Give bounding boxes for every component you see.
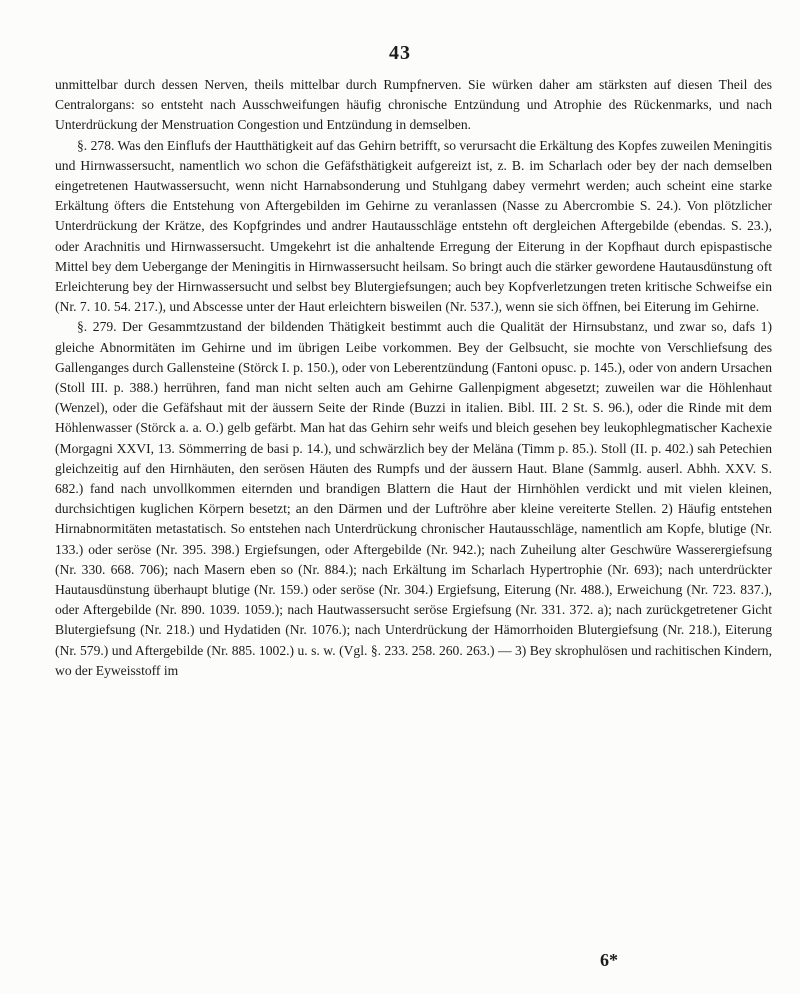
paragraph-section-279: §. 279. Der Gesammtzustand der bildenden Thätigkeit bestimmt auch die Qualität der Hirnsubstanz, und zwar so, dafs 1) gleiche Abnormitäten im Gehirne und im übrigen Leibe vorkommen. Bey der Gelbsucht, sie mochte von Verschliefsung des Gallenganges durch Gallensteine (Störck I. p. 150.), oder von Leberentzündung (Fantoni opusc. p. 145.), oder von andern Ursachen (Stoll III. p. 388.) herrühren, fand man nicht selten auch am Gehirne Gallenpigment abgesetzt; zuweilen war die Höhlenhaut (Wenzel), oder die Gefäfshaut mit der äussern Seite der Rinde (Buzzi in italien. Bibl. III. 2 St. S. 96.), oder die Rinde mit dem Höhlenwasser (Störck a. a. O.) gelb gefärbt. Man hat das Gehirn sehr weifs und bleich gesehen bey leukophlegmatischer Kachexie (Morgagni XXVI, 13. Sömmerring de basi p. 14.), und schwärzlich bey der Meläna (Timm p. 85.). Stoll (II. p. 402.) sah Petechien gleichzeitig auf den Hirnhäuten, den serösen Häuten des Rumpfs und der äussern Haut. Blane (Sammlg. auserl. Abhh. XXV. S. 682.) fand nach unvollkommen eiternden und brandigen Blattern die Haut der Hirnhöhlen verdickt und mit vielen kleinen, durchsichtigen kuglichen Körpern besetzt; an den Därmen und der Luftröhre aber kleine vereiterte Stellen. 2) Häufig entstehen Hirnabnormitäten metastatisch. So entstehen nach Unterdrückung chronischer Hautausschläge, namentlich am Kopfe, blutige (Nr. 133.) oder seröse (Nr. 395. 398.) Ergiefsungen, oder Aftergebilde (Nr. 942.); nach Zuheilung alter Geschwüre Wasserergiefsung (Nr. 330. 668. 706); nach Masern eben so (Nr. 884.); nach Erkältung im Scharlach Hypertrophie (Nr. 693); nach unterdrückter Hautausdünstung überhaupt blutige (Nr. 159.) oder seröse (Nr. 304.) Ergiefsung, Eiterung (Nr. 488.), Erweichung (Nr. 723. 837.), oder Aftergebilde (Nr. 890. 1039. 1059.); nach Hautwassersucht seröse Ergiefsung (Nr. 331. 372. a); nach zurückgetretener Gicht Blutergiefsung (Nr. 218.) und Hydatiden (Nr. 1076.); nach Unterdrückung der Hämorrhoiden Blutergiefsung (Nr. 218.), Eiterung (Nr. 579.) und Aftergebilde (Nr. 885. 1002.) u. s. w. (Vgl. §. 233. 258. 260. 263.) — 3) Bey skrophulösen und rachitischen Kindern, wo der Eyweisstoff im: [55, 319, 772, 678]
body-text: [55, 75, 772, 681]
paragraph-section-278: §. 278. Was den Einflufs der Hautthätigkeit auf das Gehirn betrifft, so verursacht die Erkältung des Kopfes zuweilen Meningitis und Hirnwassersucht, namentlich wo schon die Gefäfsthätigkeit aufgereizt ist, z. B. im Scharlach oder bey der nach demselben eingetretenen Hautwassersucht, wenn nicht Harnabsonderung und Stuhlgang dabey vermehrt werden; auch scheint eine starke Erkältung öfters die Entstehung von Aftergebilden im Gehirne zu veranlassen (Nasse zu Abercrombie S. 24.). Von plötzlicher Unterdrückung der Krätze, des Kopfgrindes und andrer Hautausschläge entstehn oft dergleichen Aftergebilde (ebendas. S. 23.), oder Arachnitis und Hirnwassersucht. Umgekehrt ist die anhaltende Erregung der Eiterung in der Kopfhaut durch epispastische Mittel bey dem Uebergange der Meningitis in Hirnwassersucht heilsam. So bringt auch die stärker gewordene Hautausdünstung oft Erleichterung bey der Hirnwassersucht und selbst bey Blutergiefsungen; auch bey Kopfverletzungen treten kritische Schweifse ein (Nr. 7. 10. 54. 217.), und Abscesse unter der Haut erleichtern bisweilen (Nr. 537.), wenn sie sich öffnen, bei Eiterung im Gehirne.: [55, 137, 772, 315]
paragraph-continuation: unmittelbar durch dessen Nerven, theils mittelbar durch Rumpfnerven. Sie würken daher am stärksten auf diesen Theil des Centralorgans: so entsteht nach Ausschweifungen häufig chronische Entzündung und Atrophie des Rückenmarks, und nach Unterdrückung der Menstruation Congestion und Entzündung in demselben.: [55, 77, 772, 133]
signature-mark: 6*: [600, 950, 618, 970]
page-number: 43: [389, 42, 411, 64]
